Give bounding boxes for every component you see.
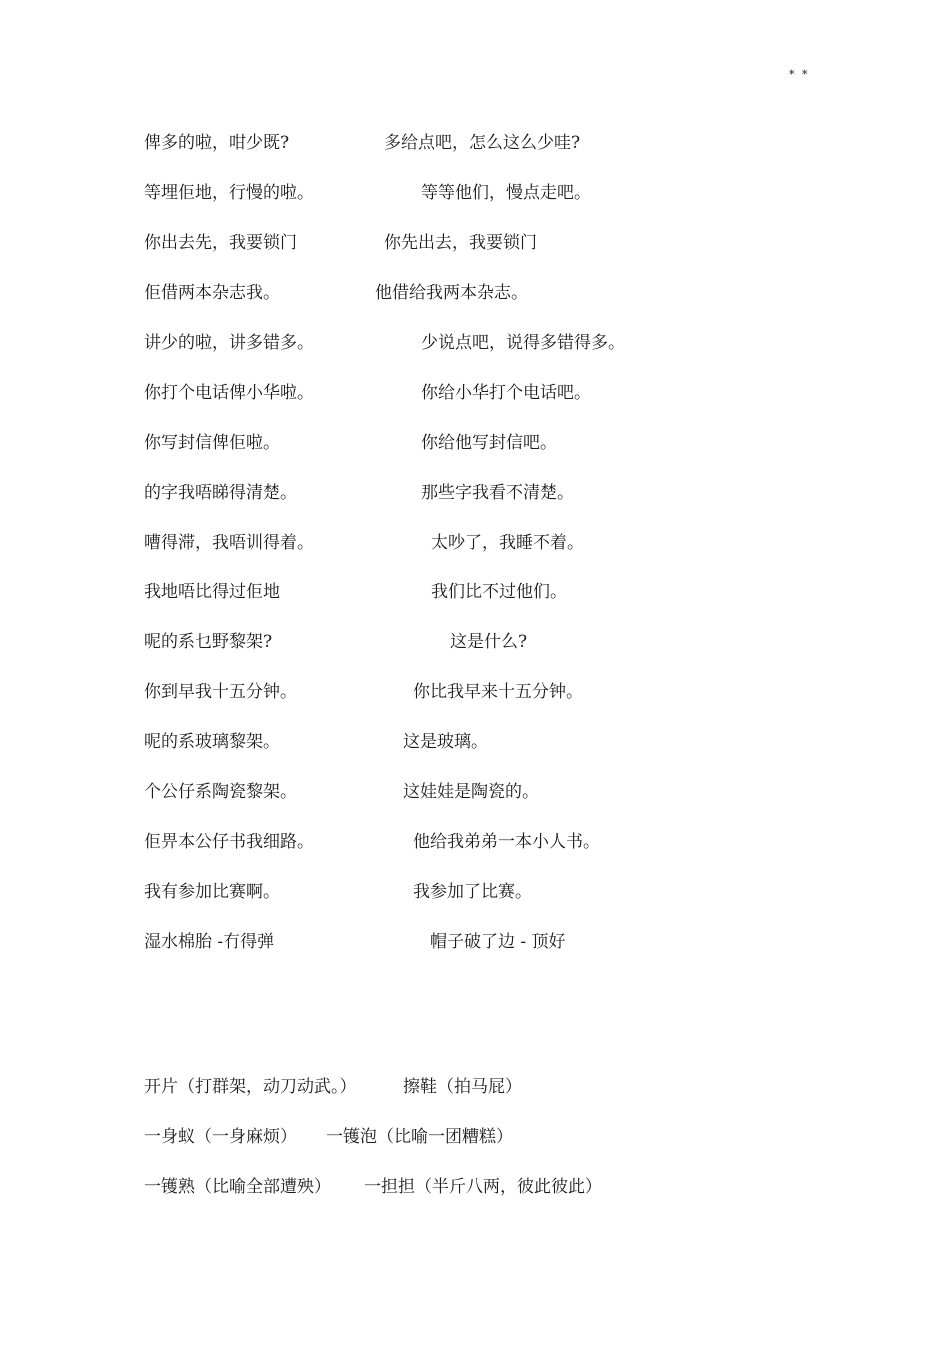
phrase-pair (0, 481, 950, 511)
phrase-pair (0, 281, 950, 311)
phrase-pair (0, 580, 950, 610)
mandarin-phrase: 他给我弟弟一本小人书。 (413, 832, 600, 852)
mandarin-phrase: 多给点吧，怎么这么少哇? (384, 133, 581, 153)
idiom-entry: 一担担（半斤八两，彼此彼此） (364, 1177, 602, 1197)
cantonese-phrase: 个公仔系陶瓷黎架。 (144, 782, 297, 802)
cantonese-phrase: 你写封信俾佢啦。 (144, 433, 280, 453)
phrase-pair (0, 930, 950, 960)
cantonese-phrase: 佢畀本公仔书我细路。 (144, 832, 314, 852)
phrase-pair (0, 381, 950, 411)
mandarin-phrase: 这是什么? (450, 632, 528, 652)
mandarin-phrase: 太吵了，我睡不着。 (431, 533, 584, 553)
cantonese-phrase: 湿水棉胎 -冇得弹 (144, 932, 275, 952)
mandarin-phrase: 我们比不过他们。 (431, 582, 567, 602)
mandarin-phrase: 你给他写封信吧。 (421, 433, 557, 453)
cantonese-phrase: 俾多的啦，咁少既? (144, 133, 290, 153)
cantonese-phrase: 我有参加比赛啊。 (144, 882, 280, 902)
idiom-row (144, 1125, 844, 1155)
cantonese-phrase: 你出去先，我要锁门 (144, 233, 297, 253)
cantonese-phrase: 佢借两本杂志我。 (144, 283, 280, 303)
mandarin-phrase: 这是玻璃。 (403, 732, 488, 752)
phrase-pair (0, 680, 950, 710)
mandarin-phrase: 那些字我看不清楚。 (421, 483, 574, 503)
cantonese-phrase: 讲少的啦，讲多错多。 (144, 333, 314, 353)
idiom-entry: 开片（打群架，动刀动武。） (144, 1077, 357, 1097)
phrase-pair (0, 181, 950, 211)
phrase-pair (0, 531, 950, 561)
cantonese-phrase: 你到早我十五分钟。 (144, 682, 297, 702)
phrase-pair (0, 431, 950, 461)
cantonese-phrase: 嘈得滞，我唔训得着。 (144, 533, 314, 553)
mandarin-phrase: 你给小华打个电话吧。 (421, 383, 591, 403)
phrase-pair (0, 630, 950, 660)
mandarin-phrase: 我参加了比赛。 (413, 882, 532, 902)
page-header-mark: * * (789, 68, 810, 81)
mandarin-phrase: 这娃娃是陶瓷的。 (403, 782, 539, 802)
cantonese-phrase: 呢的系玻璃黎架。 (144, 732, 280, 752)
phrase-pair (0, 131, 950, 161)
cantonese-phrase: 呢的系乜野黎架? (144, 632, 273, 652)
mandarin-phrase: 他借给我两本杂志。 (375, 283, 528, 303)
cantonese-phrase: 我地唔比得过佢地 (144, 582, 280, 602)
mandarin-phrase: 少说点吧，说得多错得多。 (421, 333, 625, 353)
idiom-row (144, 1175, 844, 1205)
idiom-entry: 一镬泡（比喻一团糟糕） (326, 1127, 513, 1147)
idiom-entry: 擦鞋（拍马屁） (403, 1077, 522, 1097)
phrase-pair (0, 331, 950, 361)
phrase-pair (0, 830, 950, 860)
phrase-pair (0, 780, 950, 810)
idiom-row (144, 1075, 844, 1105)
mandarin-phrase: 帽子破了边 - 顶好 (430, 932, 566, 952)
mandarin-phrase: 等等他们，慢点走吧。 (421, 183, 591, 203)
mandarin-phrase: 你比我早来十五分钟。 (413, 682, 583, 702)
idiom-entry: 一身蚁（一身麻烦） (144, 1127, 297, 1147)
cantonese-phrase: 等埋佢地，行慢的啦。 (144, 183, 314, 203)
phrase-pair (0, 880, 950, 910)
cantonese-phrase: 的字我唔睇得清楚。 (144, 483, 297, 503)
phrase-pair (0, 730, 950, 760)
phrase-pair (0, 231, 950, 261)
mandarin-phrase: 你先出去，我要锁门 (384, 233, 537, 253)
cantonese-phrase: 你打个电话俾小华啦。 (144, 383, 314, 403)
idiom-entry: 一镬熟（比喻全部遭殃） (144, 1177, 331, 1197)
